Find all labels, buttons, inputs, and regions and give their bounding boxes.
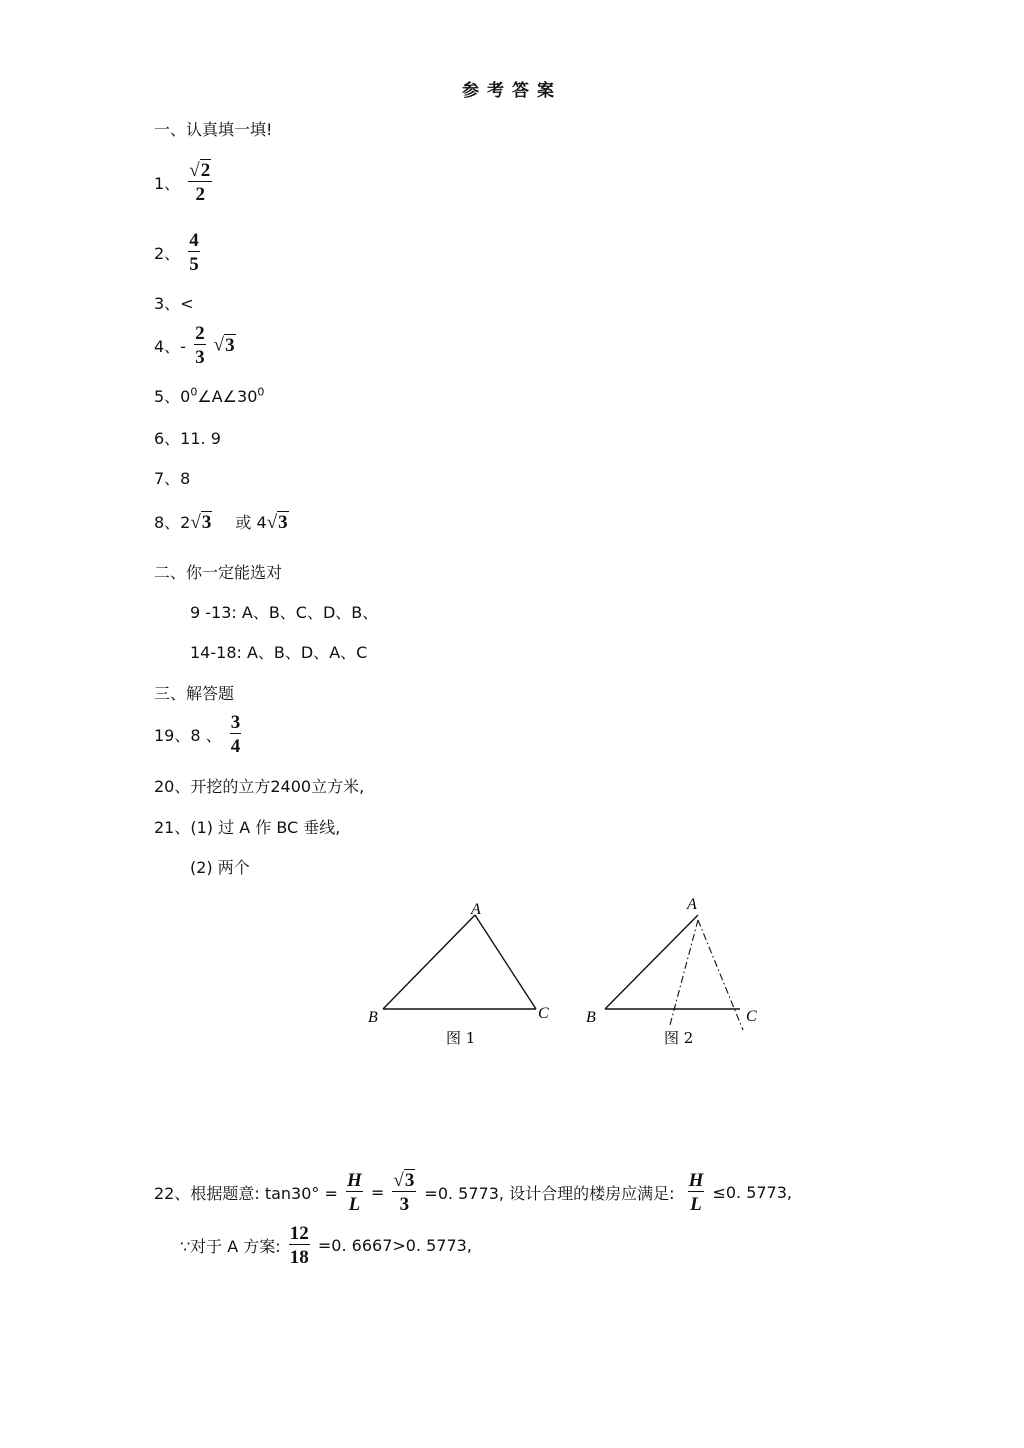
side-ab [383,915,475,1009]
fraction-h-over-l: $\frac{H}{L}$ [688,1170,704,1215]
figure-1 [368,901,549,1047]
answer-2 [154,230,203,275]
answer-3: 3、< [154,294,194,313]
figure-2-caption: 图 2 [664,1029,694,1047]
answer-7: 7、8 [154,469,191,488]
answer-22-plan-a: ∵对于 A 方案: $\frac{12}{18}$ =0. 6667>0. 5773, [180,1223,472,1268]
answer-1 [154,160,215,205]
radicand: 2 [200,160,211,181]
denominator: 4 [230,736,241,757]
answer-21-part1: 21、(1) 过 A 作 BC 垂线, [154,818,341,837]
answer-22: 22、根据题意: tan30° = $\frac{H}{L}$ = $\frac{√3}{3}$ =0. 5773, 设计合理的楼房应满足: $\frac{H}{L}$ ≤0. 5773, [154,1170,792,1215]
answer-20: 20、开挖的立方2400立方米, [154,777,365,796]
fraction-h-over-l: $\frac{H}{L}$ [347,1170,362,1215]
triangle-figures [360,895,780,1055]
fraction: $\frac{√2}{2}$ [189,160,211,205]
square-root: √3 [190,512,212,533]
vertex-b-label: B [586,1009,596,1026]
square-root: √3 [266,512,288,533]
side-ac [475,915,536,1009]
numerator: 3 [230,712,241,733]
fraction [188,230,200,275]
section-2-heading: 二、你一定能选对 [154,563,283,582]
answer-5: 5、$0^0\angle A\angle 30^0$ [154,385,265,406]
answer-21-part2: (2) 两个 [190,858,250,877]
denominator: 5 [189,254,199,275]
vertex-a-label: A [471,901,481,918]
side-ab [605,915,698,1009]
answer-label: 1、 [154,174,181,193]
fraction [194,323,206,368]
denominator: 2 [195,184,205,205]
vertex-a-label: A [687,896,697,913]
answer-19: 19、8 、 $\frac{3}{4}$ [154,712,241,757]
answer-8: 8、2√3 或 4√3 [154,512,288,533]
fraction [230,712,242,757]
figure-2 [586,896,757,1047]
answer-label: 4、- [154,337,186,356]
vertex-c-label: C [746,1008,757,1025]
figure-1-caption: 图 1 [446,1029,476,1047]
vertex-b-label: B [368,1009,378,1026]
dash-line-right [698,920,743,1030]
fraction: $\frac{12}{18}$ [289,1223,309,1268]
answer-6: 6、11. 9 [154,429,221,448]
section-3-heading: 三、解答题 [154,684,235,703]
answer-label: 2、 [154,244,181,263]
choices-9-13: 9 -13: A、B、C、D、B、 [190,603,379,622]
denominator: 3 [195,347,205,368]
choices-14-18: 14-18: A、B、D、A、C [190,643,368,662]
answer-4 [154,323,236,368]
page-title: 参考答案 [462,81,562,101]
numerator: 4 [189,230,199,251]
section-1-heading: 一、认真填一填! [154,120,273,139]
fraction-root3-over-3: $\frac{√3}{3}$ [393,1170,415,1215]
vertex-c-label: C [538,1005,549,1022]
square-root: √3 [213,334,235,356]
numerator: 2 [195,323,205,344]
